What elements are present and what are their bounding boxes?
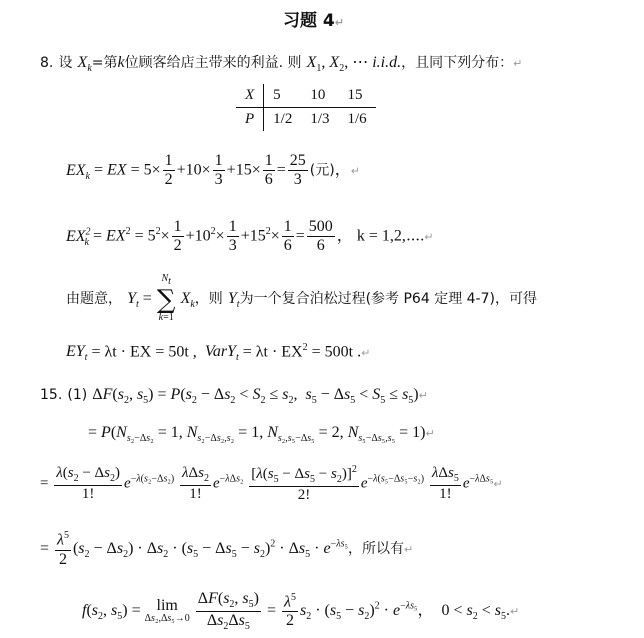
table-cell: 1/2: [273, 111, 293, 127]
table-cell: 15: [339, 84, 376, 108]
problem-15-line1: 15. (1) $\Delta F(s_2$, $s_5) = P(s_2 - \Delta s_2 < S_2 \le s_2$, $s_5 - \Delta s_5 < S_5$ ≤ $s_5)↵$: [40, 386, 428, 407]
compound-poisson-line: 由题意， $Y_t$ = $N_t$ ∑ k=1 $X_k$，则 $Y_t$为一个复合泊松过程(参考 P64 定理 4-7)，可得: [66, 273, 537, 323]
distribution-table: [236, 84, 376, 131]
equation-ex2: $EX^2_k = EX^2 = 5^2\times$ $\frac{1}{2}$ $+10^2\times$ $\frac{1}{3}$ $+15^2\times$ $\frac{1}{6}$ = $\frac{500}{6}$ ， k = 1,2,⋯.↵: [66, 218, 434, 255]
equation-ey: $EY_t = \lambda t$ · EX = 50t , VarY$_t$ = $\lambda t \cdot EX^2 = 500t$ .↵: [66, 342, 371, 364]
page-title: 习题 4↵: [283, 11, 344, 31]
table-header-x: X: [245, 87, 255, 103]
table-cell: 1/3: [310, 111, 330, 127]
table-cell: 1/6: [347, 111, 367, 127]
table-header-p: P: [245, 111, 255, 127]
problem-15-line3: = $\frac{\lambda(s_2 - \Delta s_2)}{1!}$ $e^{-\lambda(s_2-\Delta s_2)}$ $\frac{\lambda\Delta s_2}{1!}$ $e^{-\lambda\Delta s_2}$ $\frac{[\lambda(s_5 - \Delta s_5 - s_2)]^2}{2!}$ $e^{-\lambda(s_5-\Delta s_5-s_2)}$ $\frac{\lambda\Delta s_5}{1!}$ $e^{-\lambda\Delta s_5}↵$: [40, 464, 503, 503]
problem-15-line4: = $\frac{\lambda^5}{2}$ $(s_2 - \Delta s_2) \cdot \Delta s_2 \cdot (s_5 - \Delta s_5 - s_2)^2 \cdot \Delta s_5 \cdot e^{-\lambda s_5}$，所以有↵: [40, 530, 414, 568]
problem-8-statement: 8. 设 $X_k=$第k位顾客给店主带来的利益. 则 $X_1$, $X_2$, ⋯ i.i.d.，且同下列分布：↵: [40, 54, 523, 75]
problem-number: 8.: [40, 55, 54, 71]
table-cell: 10: [301, 84, 338, 108]
table-cell: 5: [264, 84, 302, 108]
equation-ex: $EX_k$ = EX = 5× $\frac{1}{2}$ +10× $\frac{1}{3}$ +15× $\frac{1}{6}$ = $\frac{25}{3}$ (元)，↵: [66, 152, 360, 189]
problem-15-line2: = $P(N_{s_2-\Delta s_2} = 1$, $N_{s_2-\Delta s_2,s_2} = 1$, $N_{s_2,s_5-\Delta s_5} = 2$, $N_{s_5-\Delta s_5,s_5}$ = 1)↵: [88, 424, 435, 445]
problem-15-line5: $f(s_2$, $s_5$) = lim Δs₂,Δs₅→0 $\frac{\Delta F(s_2, s_5)}{\Delta s_2\Delta s_5}$ = $\frac{\lambda^5}{2}$ $s_2 \cdot (s_5 - s_2)^2 \cdot e^{-\lambda s_5}$， $0 < s_2$ < $s_5.↵$: [82, 590, 520, 632]
